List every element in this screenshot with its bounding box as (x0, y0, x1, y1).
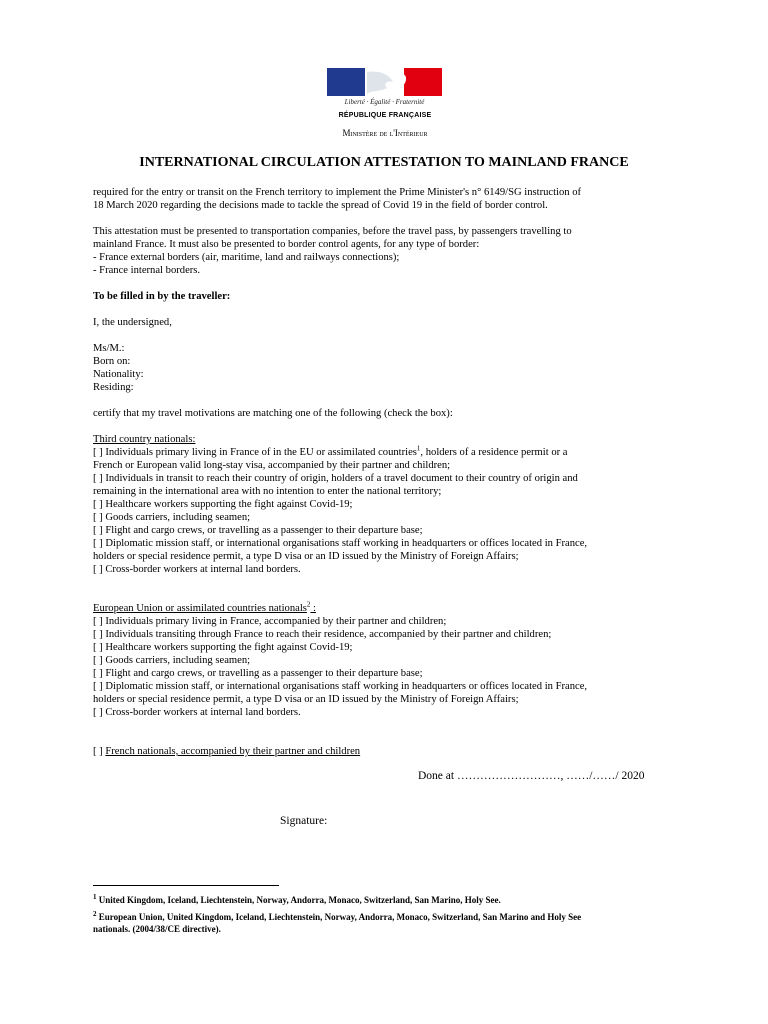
footnote-divider (93, 885, 279, 886)
republic-motto: Liberté · Égalité · Fraternité (344, 98, 425, 106)
third-country-heading: Third country nationals: (93, 434, 196, 445)
footnote-2-text: European Union, United Kingdom, Iceland, Liechtenstein, Norway, Andorra, Monaco, Switzerland, San Marino and Holy See (98, 912, 582, 922)
third-country-option-5[interactable]: [ ] Flight and cargo crews, or travelling as a passenger to their departure base; (93, 525, 423, 536)
third-country-option-2-cont: remaining in the international area with no intention to enter the national territory; (93, 486, 442, 497)
undersigned-text: I, the undersigned, (93, 317, 172, 328)
republic-name: RÉPUBLIQUE FRANÇAISE (338, 112, 432, 119)
presentation-line-3: - France external borders (air, maritime, land and railways connections); (93, 252, 400, 263)
certify-text: certify that my travel motivations are matching one of the following (check the box): (93, 408, 453, 419)
eu-heading-text: European Union or assimilated countries nationals (93, 603, 307, 614)
footnote-1 (93, 894, 501, 906)
done-at-line: Done at ………………………, ……/……/ 2020 (418, 770, 645, 782)
intro-line-1: required for the entry or transit on the French territory to implement the Prime Minister's n° 6149/SG instruction of (93, 187, 582, 198)
eu-option-7[interactable]: [ ] Cross-border workers at internal land borders. (93, 707, 301, 718)
french-nationals-label: French nationals, accompanied by their partner and children (105, 746, 361, 757)
eu-option-6[interactable]: [ ] Diplomatic mission staff, or international organisations staff working in headquarters or offices located in France, (93, 681, 588, 692)
footnote-1-text: United Kingdom, Iceland, Liechtenstein, Norway, Andorra, Monaco, Switzerland, San Marino, Holy See. (98, 895, 501, 905)
field-name-label: Ms/M.: (93, 343, 125, 354)
third-country-option-1[interactable] (93, 446, 568, 459)
traveller-heading: To be filled in by the traveller: (93, 291, 231, 302)
eu-option-1[interactable]: [ ] Individuals primary living in France, accompanied by their partner and children; (93, 616, 447, 627)
third-country-option-4[interactable]: [ ] Goods carriers, including seamen; (93, 512, 251, 523)
third-country-option-6[interactable]: [ ] Diplomatic mission staff, or international organisations staff working in headquarters or offices located in France, (93, 538, 588, 549)
third-country-option-2[interactable]: [ ] Individuals in transit to reach their country of origin, holders of a travel document to their country of origin and (93, 473, 578, 484)
field-birth-label: Born on: (93, 356, 131, 367)
presentation-line-2: mainland France. It must also be presented to border control agents, for any type of border: (93, 239, 480, 250)
third-country-option-3[interactable]: [ ] Healthcare workers supporting the fight against Covid-19; (93, 499, 353, 510)
french-nationals-checkbox[interactable]: [ ] (93, 746, 106, 757)
eu-option-2[interactable]: [ ] Individuals transiting through France to reach their residence, accompanied by their partner and children; (93, 629, 552, 640)
eu-option-4[interactable]: [ ] Goods carriers, including seamen; (93, 655, 251, 666)
third-country-option-1-tail: , holders of a residence permit or a (420, 447, 568, 458)
footnote-2-cont: nationals. (2004/38/CE directive). (93, 924, 221, 934)
eu-option-6-cont: holders or special residence permit, a type D visa or an ID issued by the Ministry of Foreign Affairs; (93, 694, 519, 705)
field-residing-label: Residing: (93, 382, 134, 393)
field-nationality-label: Nationality: (93, 369, 144, 380)
footnote-1-number: 1 (93, 893, 97, 901)
third-country-option-1-text: [ ] Individuals primary living in France of in the EU or assimilated countries (93, 447, 417, 458)
eu-heading (93, 602, 316, 615)
eu-heading-tail: : (310, 603, 316, 614)
ministry-name: Ministère de l'Intérieur (342, 128, 428, 138)
page-title: INTERNATIONAL CIRCULATION ATTESTATION TO MAINLAND FRANCE (139, 155, 629, 170)
presentation-line-1: This attestation must be presented to transportation companies, before the travel pass, by passengers travelling to (93, 226, 572, 237)
third-country-option-7[interactable]: [ ] Cross-border workers at internal land borders. (93, 564, 301, 575)
french-nationals-option[interactable] (93, 745, 360, 758)
signature-label: Signature: (280, 815, 328, 827)
footnote-ref-1: 1 (416, 444, 421, 453)
eu-option-3[interactable]: [ ] Healthcare workers supporting the fight against Covid-19; (93, 642, 353, 653)
intro-line-2: 18 March 2020 regarding the decisions made to tackle the spread of Covid 19 in the field of border control. (93, 200, 548, 211)
footnote-2 (93, 911, 581, 923)
presentation-line-4: - France internal borders. (93, 265, 201, 276)
third-country-option-6-cont: holders or special residence permit, a type D visa or an ID issued by the Ministry of Foreign Affairs; (93, 551, 519, 562)
footnote-2-number: 2 (93, 910, 97, 918)
eu-option-5[interactable]: [ ] Flight and cargo crews, or travelling as a passenger to their departure base; (93, 668, 423, 679)
footnote-ref-2: 2 (306, 600, 311, 609)
third-country-option-1-cont: French or European valid long-stay visa, accompanied by their partner and children; (93, 460, 451, 471)
